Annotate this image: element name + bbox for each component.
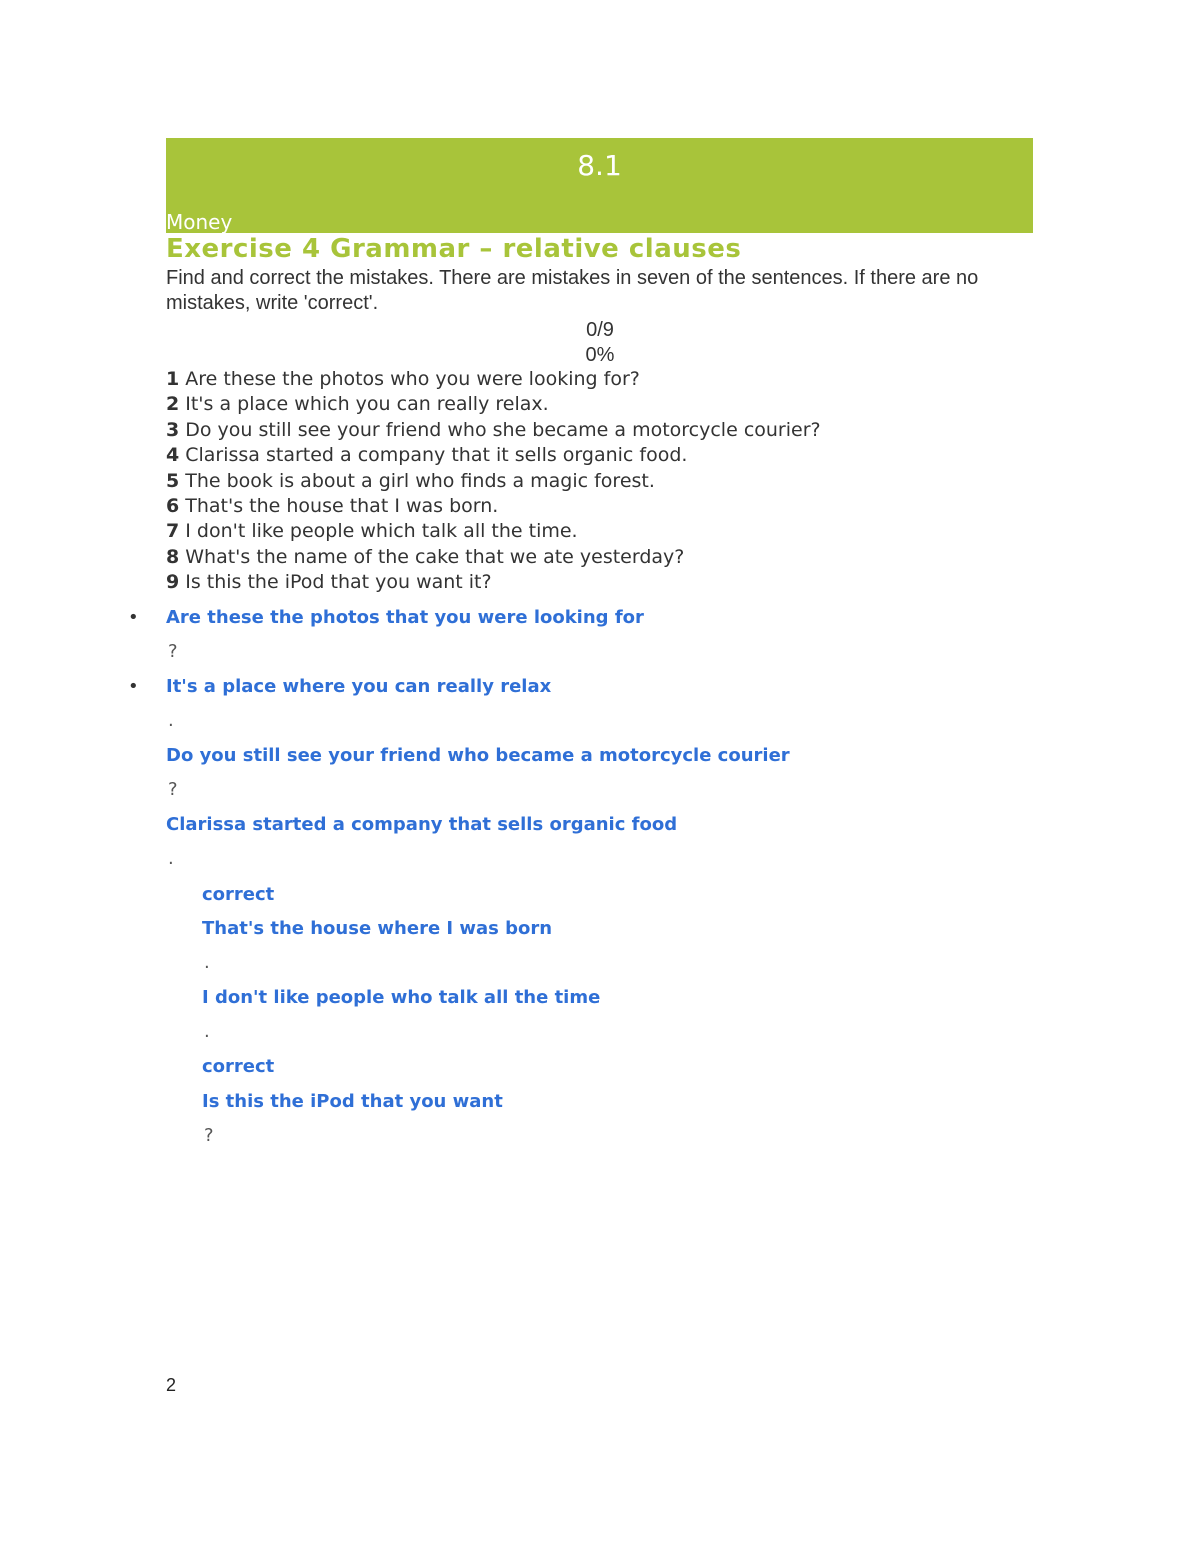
question-number: 7 [166,520,180,543]
question-item [166,570,821,595]
answer-text: It's a place where you can really relax [166,676,552,697]
question-number: 3 [166,418,180,441]
question-text: Are these the photos who you were looking for? [185,368,640,390]
question-text: It's a place which you can really relax. [185,393,549,416]
question-text: Is this the iPod that you want it? [185,571,492,594]
answer-text: Clarissa started a company that sells organic food [166,814,678,835]
answer-text: Is this the iPod that you want [202,1091,503,1112]
question-list [166,367,821,596]
answer-text: Are these the photos that you were looking for [166,607,644,628]
score-percent: 0% [585,344,615,366]
question-number: 1 [166,368,180,390]
question-item [166,545,821,570]
question-item [166,519,821,544]
answer-text: correct [202,884,275,905]
answer-punctuation: ? [204,1125,214,1146]
question-text: The book is about a girl who finds a magic forest. [185,469,655,492]
exercise-instructions: Find and correct the mistakes. There are mistakes in seven of the sentences. If there are no mistakes, write 'correct'. [166,267,979,314]
unit-banner [166,138,1033,233]
answer-punctuation: . [204,952,210,973]
answer-text: Do you still see your friend who became a motorcycle courier [166,745,790,766]
bullet-icon: • [128,676,139,697]
page-number: 2 [166,1375,177,1395]
answer-punctuation: . [168,710,174,731]
question-number: 6 [166,494,180,517]
unit-number: 8.1 [577,149,622,182]
question-item [166,469,821,494]
answer-punctuation: . [168,848,174,869]
question-number: 2 [166,393,180,416]
question-item [166,443,821,468]
answer-text: That's the house where I was born [202,918,553,939]
answer-punctuation: . [204,1021,210,1042]
question-text: What's the name of the cake that we ate yesterday? [185,545,685,568]
question-text: Clarissa started a company that it sells organic food. [185,444,688,467]
answer-punctuation: ? [168,779,178,800]
question-text: That's the house that I was born. [185,494,499,517]
question-item [166,392,821,417]
unit-topic: Money [166,210,233,234]
question-item [166,494,821,519]
question-number: 8 [166,545,180,568]
answer-text: I don't like people who talk all the time [202,987,601,1008]
question-number: 5 [166,469,180,492]
question-text: I don't like people which talk all the time. [185,520,578,543]
question-number: 9 [166,571,180,594]
question-text: Do you still see your friend who she became a motorcycle courier? [185,418,821,441]
bullet-icon: • [128,607,139,628]
answer-punctuation: ? [168,641,178,662]
score-fraction: 0/9 [586,319,614,341]
exercise-title: Exercise 4 Grammar – relative clauses [166,234,742,264]
question-number: 4 [166,444,180,467]
question-item [166,367,821,392]
answer-text: correct [202,1056,275,1077]
question-item [166,418,821,443]
